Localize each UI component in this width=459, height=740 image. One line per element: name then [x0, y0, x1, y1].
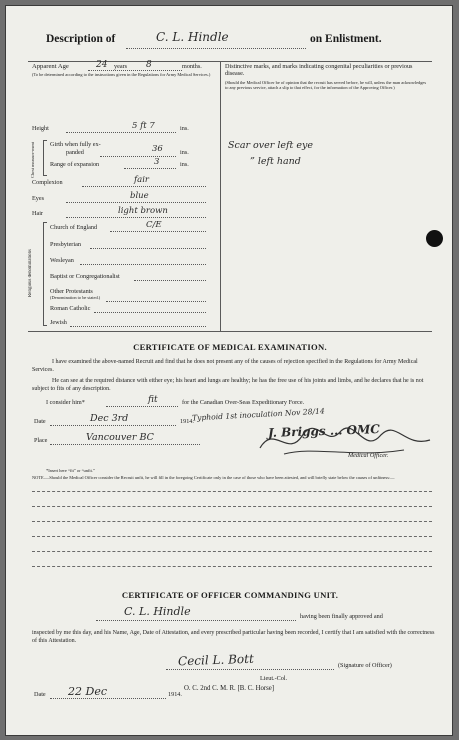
- commanding-signature: Cecil L. Bott: [177, 651, 255, 669]
- church-label: Church of England: [50, 224, 98, 231]
- wesleyan-label: Wesleyan: [50, 257, 74, 264]
- religions-bracket: [43, 222, 47, 326]
- wesleyan-dots: [80, 264, 206, 265]
- presbyterian-dots: [90, 248, 206, 249]
- years-label: years: [114, 63, 128, 70]
- name-handwritten: C. L. Hindle: [156, 30, 229, 44]
- table-top-rule: [28, 61, 432, 62]
- baptist-dots: [134, 280, 206, 281]
- height-label: Height: [32, 125, 49, 132]
- insert-note: *Insert here “fit” or “unfit.”: [46, 468, 95, 473]
- punch-hole: [426, 230, 443, 247]
- commanding-name: C. L. Hindle: [124, 605, 191, 618]
- commanding-unit: O. C. 2nd C. M. R. [B. C. Horse]: [184, 685, 275, 692]
- medical-para-2: He can see at the required distance with either eye; his heart and lungs are healthy; he has the free use of his joints and limbs, and he declares that he is not subject to fits of any description.: [32, 378, 424, 392]
- girth-value: 36: [152, 144, 163, 154]
- height-value: 5 ft 7: [132, 121, 155, 131]
- signature-label: (Signature of Officer): [338, 662, 392, 669]
- chest-label: Chest measure-ment: [30, 142, 35, 178]
- girth-ins-label: ins.: [180, 149, 189, 156]
- roman-catholic-label: Roman Catholic: [50, 305, 91, 312]
- header: [6, 6, 454, 64]
- apparent-age-label: Apparent Age: [32, 63, 69, 70]
- unfit-line-3: [32, 521, 432, 522]
- expansion-ins-label: ins.: [180, 161, 189, 168]
- presbyterian-label: Presbyterian: [50, 241, 81, 248]
- commanding-name-dots: [96, 620, 296, 621]
- girth-label-line2: panded: [66, 149, 84, 156]
- table-bottom-rule: [28, 331, 432, 332]
- complexion-label: Complexion: [32, 179, 63, 186]
- complexion-value: fair: [134, 175, 149, 185]
- commanding-rank: Lieut.-Col.: [260, 675, 288, 682]
- marks-header: Distinctive marks, and marks indicating congenital peculiarities or previous disease.: [225, 63, 413, 78]
- medical-date-value: Dec 3rd: [90, 413, 129, 424]
- consider-rest: for the Canadian Over-Seas Expeditionary Force.: [182, 399, 305, 406]
- commanding-heading: CERTIFICATE OF OFFICER COMMANDING UNIT.: [121, 590, 339, 600]
- unfit-line-4: [32, 536, 432, 537]
- expansion-value: 3: [154, 157, 160, 167]
- medical-officer-signature: J. Briggs ... OMC: [267, 422, 381, 440]
- medical-officer-label: Medical Officer.: [348, 452, 389, 459]
- medical-place-value: Vancouver BC: [86, 432, 154, 443]
- age-years-value: 24: [96, 60, 108, 70]
- unfit-note: NOTE.—Should the Medical Officer consider the Recruit unfit, he will fill in the foregoing Certificate only in the case of those who have been attested, and will briefly state below the causes of unfitness:—: [32, 475, 395, 480]
- title-right: on Enlistment.: [310, 33, 382, 45]
- roman-catholic-dots: [94, 312, 206, 313]
- marks-entry-1: Scar over left eye: [228, 140, 313, 151]
- hair-label: Hair: [32, 210, 43, 217]
- unfit-line-5: [32, 551, 432, 552]
- months-label: months.: [182, 63, 202, 70]
- jewish-label: Jewish: [50, 319, 67, 326]
- typhoid-note: Typhoid 1st inoculation Nov 28/14: [191, 406, 325, 423]
- church-value: C/E: [146, 220, 162, 230]
- commanding-date-dots: [50, 698, 166, 699]
- title-left: Description of: [46, 33, 116, 45]
- eyes-value: blue: [130, 191, 149, 201]
- medical-place-label: Place: [34, 437, 48, 444]
- title-underline: [126, 48, 306, 49]
- other-protestants-dots: [106, 301, 206, 302]
- commanding-year: 1914.: [168, 691, 182, 698]
- age-note: (To be determined according to the instructions given in the Regulations for Army Medical Services.): [32, 72, 211, 77]
- commanding-date-value: 22 Dec: [68, 685, 107, 698]
- eyes-dots: [66, 202, 206, 203]
- other-protestants-label: Other Protestants: [50, 288, 93, 295]
- table-center-divider: [220, 61, 221, 331]
- approved-text: having been finally approved and: [300, 613, 383, 620]
- hair-dots: [66, 217, 206, 218]
- eyes-label: Eyes: [32, 195, 45, 202]
- age-months-value: 8: [146, 60, 152, 70]
- consider-label: I consider him*: [46, 399, 85, 406]
- commanding-date-label: Date: [34, 691, 46, 698]
- unfit-line-2: [32, 506, 432, 507]
- unfit-line-1: [32, 491, 432, 492]
- hair-value: light brown: [118, 206, 168, 216]
- consider-dots: [106, 406, 178, 407]
- unfit-line-6: [32, 566, 432, 567]
- chest-bracket: [43, 140, 47, 176]
- commanding-para: inspected by me this day, and his Name, Age, Date of Attestation, and every prescribed particular having been recorded, I certify that I am satisfied with the correctness of this Attestation.: [32, 630, 435, 644]
- medical-place-dots: [50, 444, 200, 445]
- baptist-label: Baptist or Congregationalist: [50, 273, 120, 280]
- attestation-sheet: [5, 5, 453, 736]
- marks-note: (Should the Medical Officer be of opinion that the recruit has served before, he will, unless the man acknowledges to any previous service, attach a slip to that effect, for the information of the Approving Officer.): [225, 80, 427, 90]
- consider-value: fit: [148, 395, 158, 405]
- marks-entry-2: ” left hand: [250, 156, 301, 167]
- complexion-dots: [82, 186, 206, 187]
- religions-label: Religious denominations: [28, 249, 33, 297]
- expansion-dots: [124, 168, 176, 169]
- medical-date-dots: [50, 425, 176, 426]
- girth-label: Girth when fully ex-: [50, 141, 101, 148]
- medical-date-label: Date: [34, 418, 46, 425]
- medical-para-1: I have examined the above-named Recruit and find that he does not present any of the causes of rejection specified in the Regulations for Army Medical Services.: [32, 359, 418, 373]
- medical-year: 1914.: [180, 418, 194, 425]
- other-protestants-note: (Denomination to be stated.): [50, 295, 101, 300]
- jewish-dots: [70, 326, 206, 327]
- height-dots: [66, 132, 176, 133]
- girth-dots: [100, 156, 176, 157]
- age-dots: [88, 70, 182, 71]
- expansion-label: Range of expansion: [50, 161, 100, 168]
- church-dots: [110, 231, 206, 232]
- height-ins-label: ins.: [180, 125, 189, 132]
- medical-heading: CERTIFICATE OF MEDICAL EXAMINATION.: [133, 342, 327, 352]
- signature-dots: [166, 669, 334, 670]
